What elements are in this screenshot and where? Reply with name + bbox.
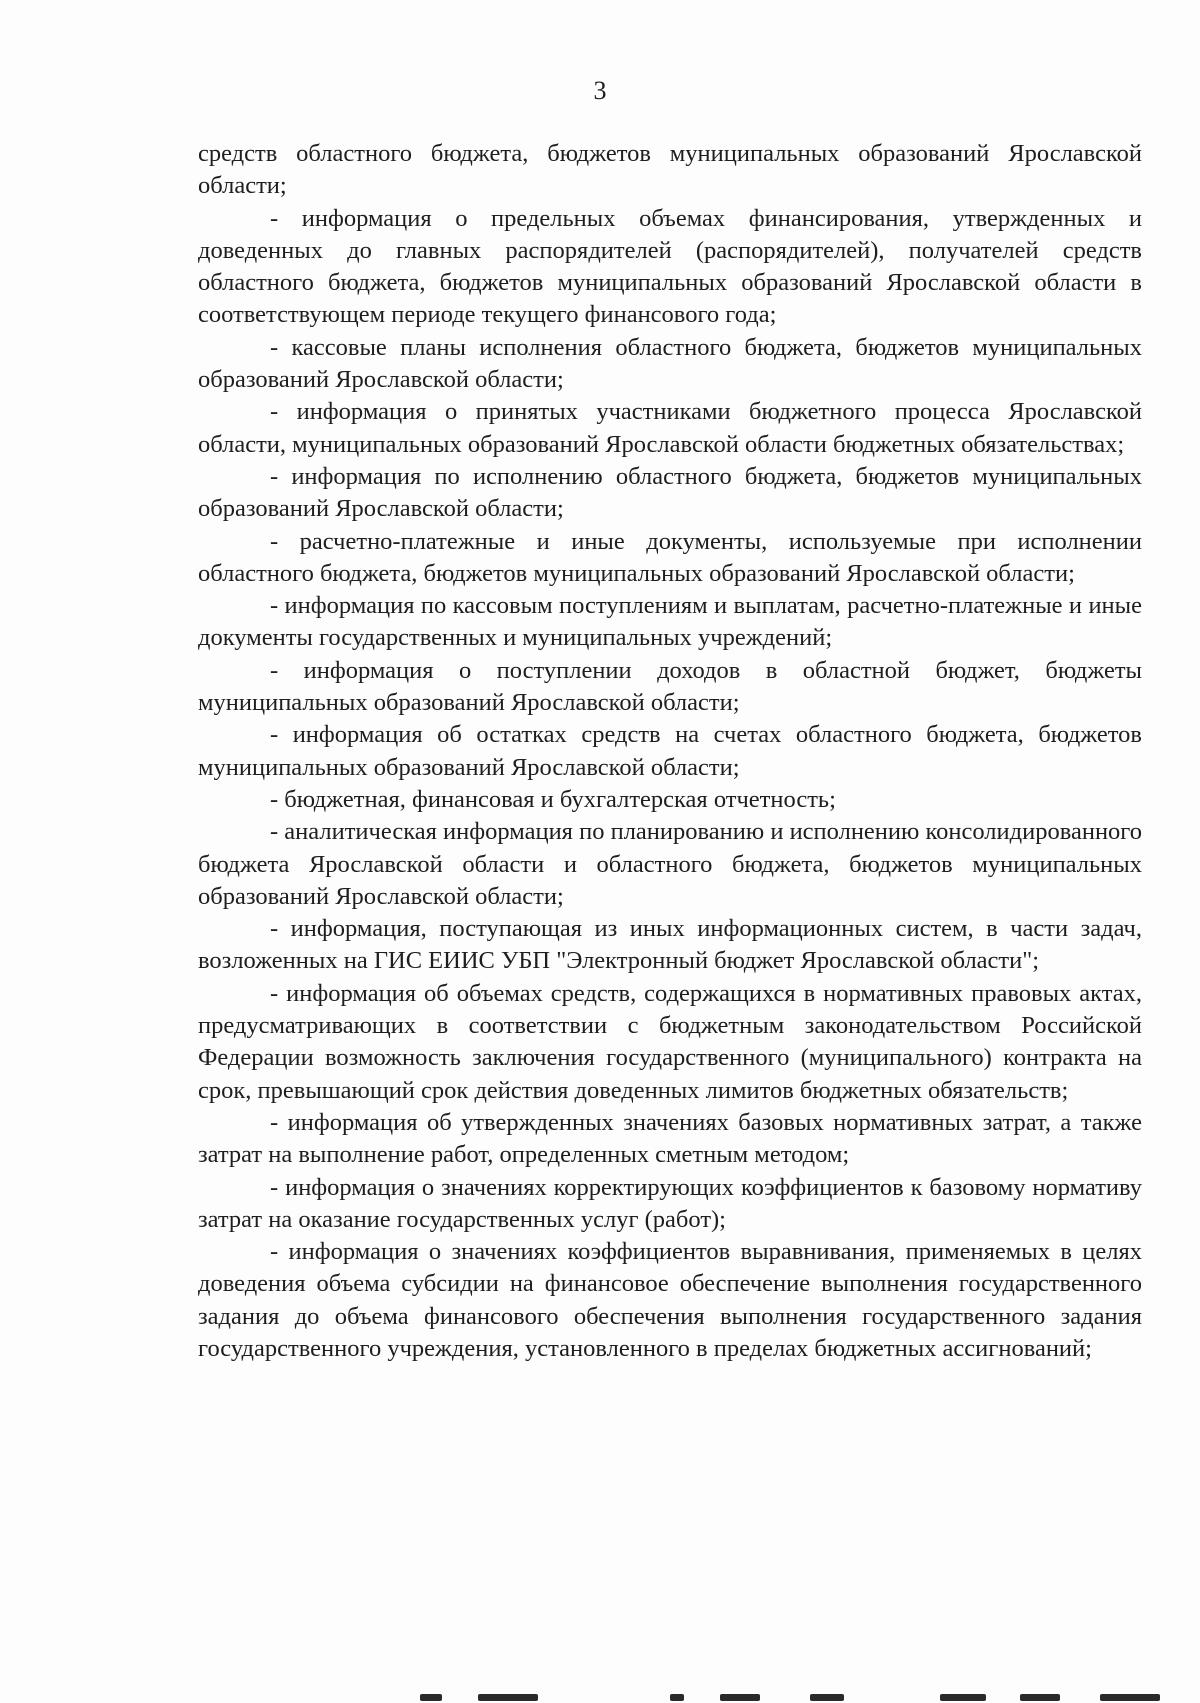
page-number: 3: [593, 76, 607, 105]
list-item: - информация о значениях корректирующих коэффициентов к базовому нормативу затрат на оказание государственных услуг (работ);: [198, 1173, 1142, 1233]
list-item: - информация об утвержденных значениях базовых нормативных затрат, а также затрат на выполнение работ, определенных сметным методом;: [198, 1108, 1142, 1169]
paragraph-continuation: средств областного бюджета, бюджетов муниципальных образований Ярославской области;: [198, 140, 1142, 200]
list-item: - информация об объемах средств, содержащихся в нормативных правовых актах, предусматривающих в соответствии с бюджетным законодательством Российской Федерации возможность заключения государственного (муниципального) контракта на срок, превышающий срок действия доведенных лимитов бюджетных обязательств;: [198, 979, 1142, 1104]
list-item: - кассовые планы исполнения областного бюджета, бюджетов муниципальных образований Ярославской области;: [198, 333, 1142, 394]
list-item: - информация, поступающая из иных информационных систем, в части задач, возложенных на ГИС ЕИИС УБП "Электронный бюджет Ярославской области";: [198, 915, 1142, 975]
list-item: - информация о предельных объемах финансирования, утвержденных и доведенных до главных распорядителей (распорядителей), получателей средств областного бюджета, бюджетов муниципальных образований Ярославской области в соответствующем периоде текущего финансового года;: [198, 204, 1142, 329]
list-item: - информация о принятых участниками бюджетного процесса Ярославской области, муниципальных образований Ярославской области бюджетных обязательствах;: [198, 398, 1142, 458]
list-item: - информация о значениях коэффициентов выравнивания, применяемых в целях доведения объема субсидии на финансовое обеспечение выполнения государственного задания до объема финансового обеспечения выполнения государственного задания государственного учреждения, установленного в пределах бюджетных ассигнований;: [198, 1238, 1142, 1362]
list-item: - информация об остатках средств на счетах областного бюджета, бюджетов муниципальных образований Ярославской области;: [198, 721, 1142, 781]
scan-edge-artifact: [420, 1688, 1180, 1703]
list-item: - аналитическая информация по планированию и исполнению консолидированного бюджета Ярославской области и областного бюджета, бюджетов муниципальных образований Ярославской области;: [198, 818, 1142, 910]
list-item: - бюджетная, финансовая и бухгалтерская отчетность;: [270, 785, 836, 813]
list-item: - информация о поступлении доходов в областной бюджет, бюджеты муниципальных образований Ярославской области;: [198, 656, 1142, 717]
list-item: - информация по кассовым поступлениям и выплатам, расчетно-платежные и иные документы государственных и муниципальных учреждений;: [198, 592, 1142, 652]
document-body: [198, 138, 1142, 1365]
list-item: - расчетно-платежные и иные документы, используемые при исполнении областного бюджета, бюджетов муниципальных образований Ярославской области;: [198, 527, 1142, 587]
list-item: - информация по исполнению областного бюджета, бюджетов муниципальных образований Ярославской области;: [198, 462, 1142, 523]
